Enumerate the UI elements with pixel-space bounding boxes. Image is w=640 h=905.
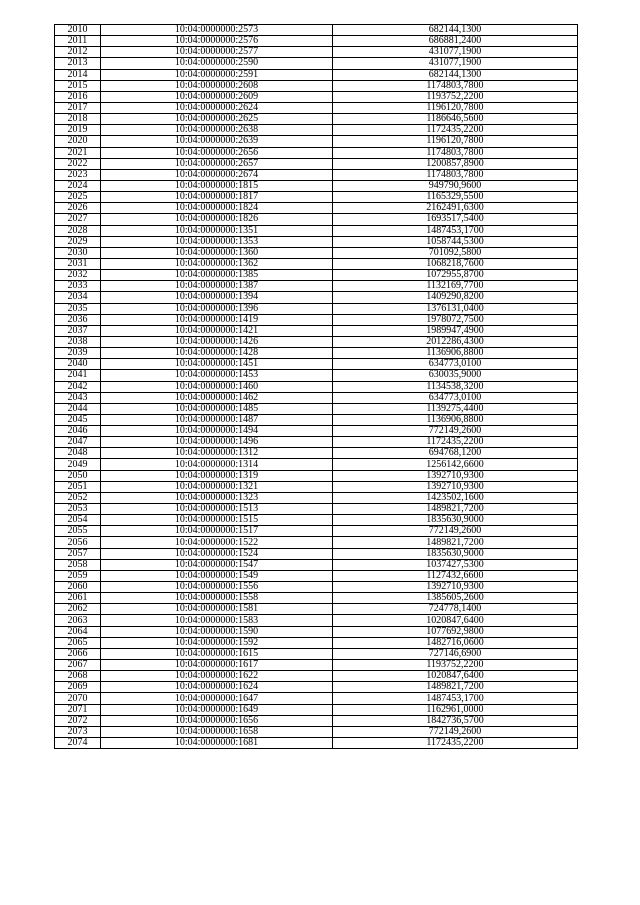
row-number-cell: 2034 (55, 292, 101, 303)
cadastral-number-cell: 10:04:0000000:1421 (101, 325, 333, 336)
cadastral-value-cell: 1068218,7600 (333, 258, 578, 269)
cadastral-number-cell: 10:04:0000000:1817 (101, 192, 333, 203)
cadastral-number-cell: 10:04:0000000:2591 (101, 69, 333, 80)
row-number-cell: 2045 (55, 414, 101, 425)
cadastral-number-cell: 10:04:0000000:1558 (101, 593, 333, 604)
cadastral-number-cell: 10:04:0000000:2674 (101, 169, 333, 180)
cadastral-number-cell: 10:04:0000000:1658 (101, 726, 333, 737)
table-row (55, 738, 578, 749)
table-row (55, 671, 578, 682)
cadastral-number-cell: 10:04:0000000:2656 (101, 147, 333, 158)
row-number-cell: 2049 (55, 459, 101, 470)
cadastral-number-cell: 10:04:0000000:1824 (101, 203, 333, 214)
cadastral-value-cell: 1989947,4900 (333, 325, 578, 336)
row-number-cell: 2029 (55, 236, 101, 247)
cadastral-number-cell: 10:04:0000000:1649 (101, 704, 333, 715)
cadastral-number-cell: 10:04:0000000:2577 (101, 47, 333, 58)
cadastral-number-cell: 10:04:0000000:2576 (101, 36, 333, 47)
table-row (55, 504, 578, 515)
row-number-cell: 2039 (55, 348, 101, 359)
table-body (55, 25, 578, 749)
cadastral-number-cell: 10:04:0000000:1581 (101, 604, 333, 615)
cadastral-number-cell: 10:04:0000000:1826 (101, 214, 333, 225)
cadastral-number-cell: 10:04:0000000:1451 (101, 359, 333, 370)
cadastral-value-cell: 1835630,9000 (333, 515, 578, 526)
cadastral-value-cell: 772149,2600 (333, 426, 578, 437)
table-row (55, 47, 578, 58)
cadastral-value-cell: 1392710,9300 (333, 481, 578, 492)
cadastral-value-cell: 1037427,5300 (333, 559, 578, 570)
cadastral-value-cell: 1409290,8200 (333, 292, 578, 303)
cadastral-value-cell: 1489821,7200 (333, 682, 578, 693)
table-row (55, 36, 578, 47)
table-row (55, 526, 578, 537)
row-number-cell: 2046 (55, 426, 101, 437)
cadastral-value-cell: 772149,2600 (333, 526, 578, 537)
cadastral-number-cell: 10:04:0000000:1622 (101, 671, 333, 682)
table-row (55, 158, 578, 169)
table-row (55, 693, 578, 704)
row-number-cell: 2057 (55, 548, 101, 559)
table-row (55, 392, 578, 403)
table-row (55, 314, 578, 325)
cadastral-value-cell: 431077,1900 (333, 58, 578, 69)
cadastral-value-cell: 727146,6900 (333, 648, 578, 659)
cadastral-value-cell: 1978072,7500 (333, 314, 578, 325)
table-row (55, 570, 578, 581)
cadastral-number-cell: 10:04:0000000:1815 (101, 180, 333, 191)
cadastral-value-cell: 1172435,2200 (333, 437, 578, 448)
cadastral-number-cell: 10:04:0000000:2657 (101, 158, 333, 169)
cadastral-number-cell: 10:04:0000000:1617 (101, 660, 333, 671)
cadastral-number-cell: 10:04:0000000:2608 (101, 80, 333, 91)
table-row (55, 426, 578, 437)
row-number-cell: 2021 (55, 147, 101, 158)
cadastral-number-cell: 10:04:0000000:1681 (101, 738, 333, 749)
row-number-cell: 2028 (55, 225, 101, 236)
table-row (55, 25, 578, 36)
row-number-cell: 2032 (55, 270, 101, 281)
cadastral-number-cell: 10:04:0000000:1360 (101, 247, 333, 258)
cadastral-number-cell: 10:04:0000000:1387 (101, 281, 333, 292)
cadastral-value-cell: 1186646,5600 (333, 114, 578, 125)
table-row (55, 414, 578, 425)
row-number-cell: 2016 (55, 91, 101, 102)
cadastral-value-cell: 1193752,2200 (333, 91, 578, 102)
cadastral-value-cell: 1174803,7800 (333, 80, 578, 91)
row-number-cell: 2074 (55, 738, 101, 749)
table-row (55, 515, 578, 526)
cadastral-value-cell: 1193752,2200 (333, 660, 578, 671)
cadastral-number-cell: 10:04:0000000:1487 (101, 414, 333, 425)
cadastral-value-cell: 1835630,9000 (333, 548, 578, 559)
table-row (55, 726, 578, 737)
row-number-cell: 2059 (55, 570, 101, 581)
cadastral-number-cell: 10:04:0000000:1549 (101, 570, 333, 581)
cadastral-value-cell: 1172435,2200 (333, 738, 578, 749)
cadastral-number-cell: 10:04:0000000:1460 (101, 381, 333, 392)
table-row (55, 114, 578, 125)
cadastral-value-cell: 1489821,7200 (333, 504, 578, 515)
row-number-cell: 2043 (55, 392, 101, 403)
row-number-cell: 2069 (55, 682, 101, 693)
row-number-cell: 2042 (55, 381, 101, 392)
cadastral-value-cell: 1196120,7800 (333, 136, 578, 147)
row-number-cell: 2010 (55, 25, 101, 36)
cadastral-value-cell: 1842736,5700 (333, 715, 578, 726)
table-row (55, 637, 578, 648)
table-row (55, 169, 578, 180)
table-row (55, 682, 578, 693)
cadastral-value-cell: 1058744,5300 (333, 236, 578, 247)
table-row (55, 492, 578, 503)
row-number-cell: 2012 (55, 47, 101, 58)
cadastral-value-cell: 1489821,7200 (333, 537, 578, 548)
row-number-cell: 2022 (55, 158, 101, 169)
cadastral-number-cell: 10:04:0000000:1312 (101, 448, 333, 459)
table-row (55, 648, 578, 659)
table-row (55, 582, 578, 593)
table-row (55, 281, 578, 292)
row-number-cell: 2024 (55, 180, 101, 191)
cadastral-value-cell: 630035,9000 (333, 370, 578, 381)
cadastral-number-cell: 10:04:0000000:2625 (101, 114, 333, 125)
cadastral-value-cell: 2162491,6300 (333, 203, 578, 214)
cadastral-number-cell: 10:04:0000000:1547 (101, 559, 333, 570)
cadastral-number-cell: 10:04:0000000:1362 (101, 258, 333, 269)
table-row (55, 247, 578, 258)
row-number-cell: 2063 (55, 615, 101, 626)
cadastral-number-cell: 10:04:0000000:1656 (101, 715, 333, 726)
cadastral-value-cell: 1020847,6400 (333, 615, 578, 626)
row-number-cell: 2073 (55, 726, 101, 737)
table-row (55, 448, 578, 459)
row-number-cell: 2013 (55, 58, 101, 69)
cadastral-number-cell: 10:04:0000000:1517 (101, 526, 333, 537)
row-number-cell: 2055 (55, 526, 101, 537)
row-number-cell: 2051 (55, 481, 101, 492)
row-number-cell: 2071 (55, 704, 101, 715)
row-number-cell: 2023 (55, 169, 101, 180)
cadastral-value-cell: 701092,5800 (333, 247, 578, 258)
cadastral-number-cell: 10:04:0000000:2590 (101, 58, 333, 69)
row-number-cell: 2065 (55, 637, 101, 648)
cadastral-number-cell: 10:04:0000000:1583 (101, 615, 333, 626)
table-row (55, 381, 578, 392)
row-number-cell: 2031 (55, 258, 101, 269)
row-number-cell: 2015 (55, 80, 101, 91)
cadastral-value-cell: 1200857,8900 (333, 158, 578, 169)
table-row (55, 303, 578, 314)
cadastral-number-cell: 10:04:0000000:1494 (101, 426, 333, 437)
row-number-cell: 2014 (55, 69, 101, 80)
cadastral-value-cell: 949790,9600 (333, 180, 578, 191)
row-number-cell: 2011 (55, 36, 101, 47)
table-row (55, 660, 578, 671)
table-row (55, 325, 578, 336)
cadastral-value-cell: 634773,0100 (333, 392, 578, 403)
cadastral-number-cell: 10:04:0000000:1522 (101, 537, 333, 548)
cadastral-value-cell: 1392710,9300 (333, 470, 578, 481)
cadastral-value-cell: 1423502,1600 (333, 492, 578, 503)
row-number-cell: 2017 (55, 102, 101, 113)
cadastral-value-cell: 1020847,6400 (333, 671, 578, 682)
cadastral-number-cell: 10:04:0000000:2638 (101, 125, 333, 136)
table-row (55, 359, 578, 370)
cadastral-value-cell: 1385605,2600 (333, 593, 578, 604)
cadastral-number-cell: 10:04:0000000:1590 (101, 626, 333, 637)
cadastral-number-cell: 10:04:0000000:1624 (101, 682, 333, 693)
cadastral-number-cell: 10:04:0000000:1319 (101, 470, 333, 481)
row-number-cell: 2058 (55, 559, 101, 570)
row-number-cell: 2066 (55, 648, 101, 659)
row-number-cell: 2052 (55, 492, 101, 503)
row-number-cell: 2033 (55, 281, 101, 292)
cadastral-value-cell: 1172435,2200 (333, 125, 578, 136)
cadastral-number-cell: 10:04:0000000:1615 (101, 648, 333, 659)
cadastral-value-cell: 1487453,1700 (333, 225, 578, 236)
row-number-cell: 2041 (55, 370, 101, 381)
row-number-cell: 2019 (55, 125, 101, 136)
table-row (55, 403, 578, 414)
table-row (55, 192, 578, 203)
row-number-cell: 2036 (55, 314, 101, 325)
row-number-cell: 2056 (55, 537, 101, 548)
row-number-cell: 2067 (55, 660, 101, 671)
table-row (55, 615, 578, 626)
cadastral-number-cell: 10:04:0000000:1394 (101, 292, 333, 303)
table-row (55, 704, 578, 715)
table-row (55, 593, 578, 604)
cadastral-value-cell: 682144,1300 (333, 25, 578, 36)
row-number-cell: 2025 (55, 192, 101, 203)
table-row (55, 459, 578, 470)
table-row (55, 336, 578, 347)
table-row (55, 236, 578, 247)
row-number-cell: 2061 (55, 593, 101, 604)
cadastral-value-cell: 1134538,3200 (333, 381, 578, 392)
table-row (55, 91, 578, 102)
row-number-cell: 2068 (55, 671, 101, 682)
table-row (55, 437, 578, 448)
cadastral-value-cell: 1693517,5400 (333, 214, 578, 225)
cadastral-value-cell: 1136906,8800 (333, 414, 578, 425)
table-row (55, 348, 578, 359)
cadastral-value-cell: 772149,2600 (333, 726, 578, 737)
cadastral-value-cell: 1136906,8800 (333, 348, 578, 359)
table-row (55, 225, 578, 236)
table-row (55, 102, 578, 113)
cadastral-number-cell: 10:04:0000000:1314 (101, 459, 333, 470)
cadastral-number-cell: 10:04:0000000:1396 (101, 303, 333, 314)
cadastral-value-cell: 1132169,7700 (333, 281, 578, 292)
cadastral-value-cell: 431077,1900 (333, 47, 578, 58)
cadastral-number-cell: 10:04:0000000:1353 (101, 236, 333, 247)
row-number-cell: 2064 (55, 626, 101, 637)
cadastral-number-cell: 10:04:0000000:2573 (101, 25, 333, 36)
row-number-cell: 2038 (55, 336, 101, 347)
row-number-cell: 2027 (55, 214, 101, 225)
cadastral-number-cell: 10:04:0000000:1351 (101, 225, 333, 236)
row-number-cell: 2062 (55, 604, 101, 615)
table-row (55, 125, 578, 136)
row-number-cell: 2070 (55, 693, 101, 704)
row-number-cell: 2020 (55, 136, 101, 147)
cadastral-value-cell: 1376131,0400 (333, 303, 578, 314)
cadastral-value-cell: 724778,1400 (333, 604, 578, 615)
cadastral-number-cell: 10:04:0000000:2624 (101, 102, 333, 113)
cadastral-number-cell: 10:04:0000000:1453 (101, 370, 333, 381)
cadastral-value-table (54, 24, 578, 749)
row-number-cell: 2072 (55, 715, 101, 726)
row-number-cell: 2048 (55, 448, 101, 459)
cadastral-value-cell: 694768,1200 (333, 448, 578, 459)
table-row (55, 370, 578, 381)
cadastral-number-cell: 10:04:0000000:1428 (101, 348, 333, 359)
cadastral-number-cell: 10:04:0000000:1323 (101, 492, 333, 503)
cadastral-value-cell: 1196120,7800 (333, 102, 578, 113)
cadastral-value-cell: 1077692,9800 (333, 626, 578, 637)
cadastral-number-cell: 10:04:0000000:1556 (101, 582, 333, 593)
table-row (55, 715, 578, 726)
row-number-cell: 2054 (55, 515, 101, 526)
cadastral-value-cell: 1072955,8700 (333, 270, 578, 281)
cadastral-number-cell: 10:04:0000000:1419 (101, 314, 333, 325)
row-number-cell: 2040 (55, 359, 101, 370)
table-row (55, 548, 578, 559)
row-number-cell: 2030 (55, 247, 101, 258)
table-row (55, 258, 578, 269)
cadastral-value-cell: 1256142,6600 (333, 459, 578, 470)
cadastral-value-cell: 682144,1300 (333, 69, 578, 80)
table-row (55, 292, 578, 303)
cadastral-value-cell: 1165329,5500 (333, 192, 578, 203)
row-number-cell: 2053 (55, 504, 101, 515)
table-row (55, 80, 578, 91)
cadastral-number-cell: 10:04:0000000:1485 (101, 403, 333, 414)
cadastral-value-cell: 1174803,7800 (333, 147, 578, 158)
table-row (55, 604, 578, 615)
row-number-cell: 2026 (55, 203, 101, 214)
cadastral-value-cell: 686881,2400 (333, 36, 578, 47)
cadastral-number-cell: 10:04:0000000:1462 (101, 392, 333, 403)
row-number-cell: 2050 (55, 470, 101, 481)
cadastral-value-cell: 1127432,6600 (333, 570, 578, 581)
table-row (55, 470, 578, 481)
cadastral-number-cell: 10:04:0000000:1515 (101, 515, 333, 526)
cadastral-number-cell: 10:04:0000000:1385 (101, 270, 333, 281)
table-row (55, 481, 578, 492)
cadastral-number-cell: 10:04:0000000:1592 (101, 637, 333, 648)
cadastral-value-cell: 634773,0100 (333, 359, 578, 370)
cadastral-number-cell: 10:04:0000000:1524 (101, 548, 333, 559)
cadastral-value-cell: 1487453,1700 (333, 693, 578, 704)
table-row (55, 214, 578, 225)
row-number-cell: 2047 (55, 437, 101, 448)
table-row (55, 69, 578, 80)
row-number-cell: 2060 (55, 582, 101, 593)
cadastral-value-cell: 1482716,0600 (333, 637, 578, 648)
table-row (55, 203, 578, 214)
cadastral-number-cell: 10:04:0000000:1647 (101, 693, 333, 704)
cadastral-value-cell: 1174803,7800 (333, 169, 578, 180)
table-row (55, 559, 578, 570)
row-number-cell: 2035 (55, 303, 101, 314)
table-row (55, 270, 578, 281)
cadastral-number-cell: 10:04:0000000:1513 (101, 504, 333, 515)
cadastral-value-cell: 2012286,4300 (333, 336, 578, 347)
cadastral-value-cell: 1162961,0000 (333, 704, 578, 715)
row-number-cell: 2044 (55, 403, 101, 414)
table-row (55, 626, 578, 637)
cadastral-number-cell: 10:04:0000000:1321 (101, 481, 333, 492)
cadastral-number-cell: 10:04:0000000:1426 (101, 336, 333, 347)
table-row (55, 58, 578, 69)
table-row (55, 136, 578, 147)
cadastral-value-cell: 1392710,9300 (333, 582, 578, 593)
cadastral-number-cell: 10:04:0000000:2609 (101, 91, 333, 102)
cadastral-value-cell: 1139275,4400 (333, 403, 578, 414)
table-row (55, 147, 578, 158)
table-row (55, 180, 578, 191)
cadastral-number-cell: 10:04:0000000:1496 (101, 437, 333, 448)
table-row (55, 537, 578, 548)
row-number-cell: 2037 (55, 325, 101, 336)
row-number-cell: 2018 (55, 114, 101, 125)
cadastral-number-cell: 10:04:0000000:2639 (101, 136, 333, 147)
